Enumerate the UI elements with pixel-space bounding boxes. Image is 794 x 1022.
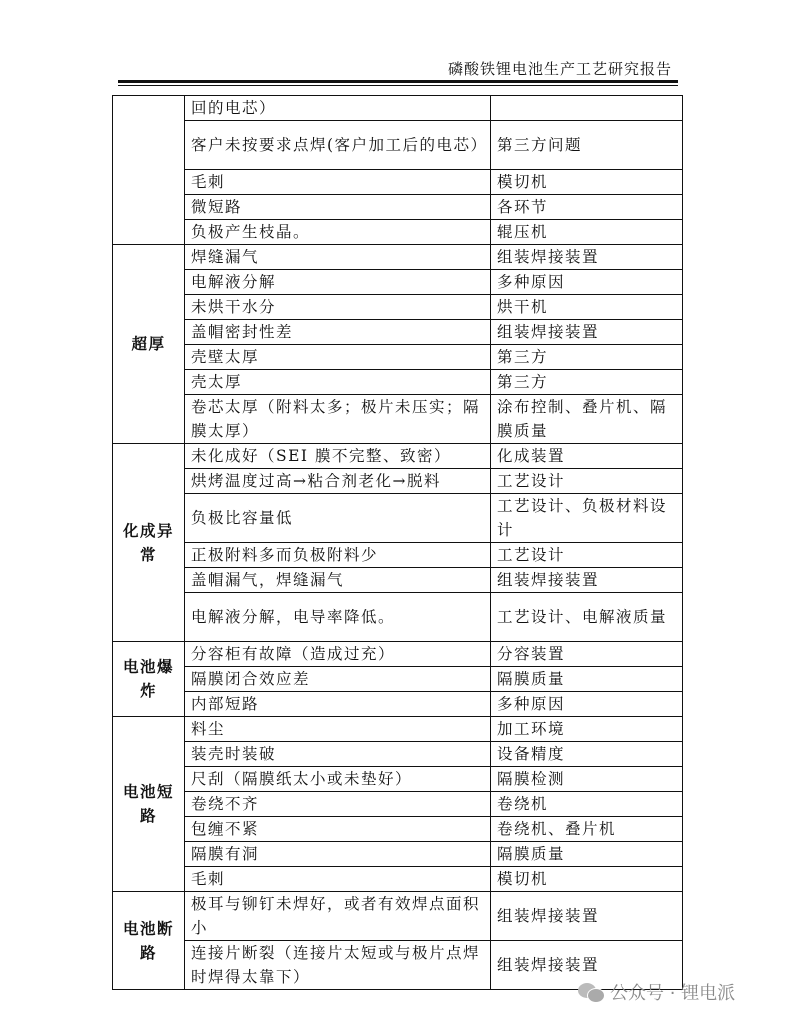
table-row [113, 642, 683, 667]
source-cell: 涂布控制、叠片机、隔膜质量 [491, 395, 683, 444]
table-row [113, 568, 683, 593]
source-cell: 工艺设计 [491, 543, 683, 568]
report-title: 磷酸铁锂电池生产工艺研究报告 [447, 60, 672, 78]
cause-cell: 尺刮（隔膜纸太小或未垫好） [185, 767, 491, 792]
header-rule [118, 80, 678, 83]
table-row [113, 494, 683, 543]
source-cell: 模切机 [491, 867, 683, 892]
table-row [113, 370, 683, 395]
source-cell: 烘干机 [491, 295, 683, 320]
cause-cell: 盖帽密封性差 [185, 320, 491, 345]
category-cell [113, 96, 185, 245]
table-row [113, 842, 683, 867]
cause-cell: 客户未按要求点焊(客户加工后的电芯） [185, 121, 491, 170]
table-row [113, 220, 683, 245]
source-cell: 多种原因 [491, 270, 683, 295]
cause-cell: 微短路 [185, 195, 491, 220]
table-row [113, 717, 683, 742]
cause-cell: 毛刺 [185, 867, 491, 892]
source-cell: 分容装置 [491, 642, 683, 667]
cause-cell: 未化成好（SEI 膜不完整、致密） [185, 444, 491, 469]
source-cell: 组装焊接装置 [491, 941, 683, 990]
category-cell: 电池断路 [113, 892, 185, 990]
cause-cell: 卷绕不齐 [185, 792, 491, 817]
table-row [113, 792, 683, 817]
table-row [113, 867, 683, 892]
header-rule-thin [118, 85, 678, 86]
failure-analysis-table [112, 95, 683, 990]
wechat-logo-icon [578, 981, 604, 1003]
watermark [578, 979, 735, 1005]
table-row [113, 817, 683, 842]
table-row [113, 767, 683, 792]
source-cell: 卷绕机 [491, 792, 683, 817]
source-cell: 设备精度 [491, 742, 683, 767]
cause-cell: 连接片断裂（连接片太短或与极片点焊时焊得太靠下） [185, 941, 491, 990]
cause-cell: 装壳时装破 [185, 742, 491, 767]
cause-cell: 卷芯太厚（附料太多；极片未压实；隔膜太厚） [185, 395, 491, 444]
cause-cell: 盖帽漏气，焊缝漏气 [185, 568, 491, 593]
cause-cell: 负极比容量低 [185, 494, 491, 543]
cause-cell: 包缠不紧 [185, 817, 491, 842]
table-row [113, 270, 683, 295]
table-row [113, 742, 683, 767]
source-cell: 工艺设计、负极材料设计 [491, 494, 683, 543]
table-row [113, 195, 683, 220]
table-row [113, 444, 683, 469]
table-row [113, 245, 683, 270]
table-row [113, 667, 683, 692]
source-cell: 卷绕机、叠片机 [491, 817, 683, 842]
cause-cell: 壳太厚 [185, 370, 491, 395]
category-cell: 化成异常 [113, 444, 185, 642]
cause-cell: 分容柜有故障（造成过充） [185, 642, 491, 667]
table-row [113, 121, 683, 170]
table-row [113, 543, 683, 568]
source-cell: 各环节 [491, 195, 683, 220]
source-cell: 第三方 [491, 345, 683, 370]
source-cell: 组装焊接装置 [491, 568, 683, 593]
table-row [113, 469, 683, 494]
source-cell: 隔膜质量 [491, 667, 683, 692]
source-cell: 工艺设计、电解液质量 [491, 593, 683, 642]
category-cell: 电池爆炸 [113, 642, 185, 717]
source-cell: 组装焊接装置 [491, 320, 683, 345]
source-cell: 组装焊接装置 [491, 892, 683, 941]
source-cell: 化成装置 [491, 444, 683, 469]
cause-cell: 回的电芯） [185, 96, 491, 121]
cause-cell: 负极产生枝晶。 [185, 220, 491, 245]
cause-cell: 电解液分解 [185, 270, 491, 295]
table-row [113, 395, 683, 444]
cause-cell: 壳壁太厚 [185, 345, 491, 370]
table-row [113, 320, 683, 345]
table-row [113, 892, 683, 941]
cause-cell: 内部短路 [185, 692, 491, 717]
cause-cell: 电解液分解，电导率降低。 [185, 593, 491, 642]
source-cell: 辊压机 [491, 220, 683, 245]
cause-cell: 极耳与铆钉未焊好，或者有效焊点面积小 [185, 892, 491, 941]
cause-cell: 焊缝漏气 [185, 245, 491, 270]
table-row [113, 345, 683, 370]
cause-cell: 毛刺 [185, 170, 491, 195]
source-cell: 组装焊接装置 [491, 245, 683, 270]
source-cell: 模切机 [491, 170, 683, 195]
table-row [113, 692, 683, 717]
table-row [113, 593, 683, 642]
watermark-text: 公众号 · 锂电派 [610, 983, 736, 1004]
category-cell: 超厚 [113, 245, 185, 444]
cause-cell: 未烘干水分 [185, 295, 491, 320]
table-row [113, 170, 683, 195]
cause-cell: 正极附料多而负极附料少 [185, 543, 491, 568]
table-row [113, 96, 683, 121]
cause-cell: 烘烤温度过高→粘合剂老化→脱料 [185, 469, 491, 494]
table-row [113, 295, 683, 320]
source-cell: 多种原因 [491, 692, 683, 717]
source-cell: 加工环境 [491, 717, 683, 742]
category-cell: 电池短路 [113, 717, 185, 892]
source-cell: 隔膜质量 [491, 842, 683, 867]
source-cell: 第三方问题 [491, 121, 683, 170]
cause-cell: 料尘 [185, 717, 491, 742]
source-cell: 隔膜检测 [491, 767, 683, 792]
source-cell: 第三方 [491, 370, 683, 395]
cause-cell: 隔膜闭合效应差 [185, 667, 491, 692]
source-cell [491, 96, 683, 121]
cause-cell: 隔膜有洞 [185, 842, 491, 867]
source-cell: 工艺设计 [491, 469, 683, 494]
